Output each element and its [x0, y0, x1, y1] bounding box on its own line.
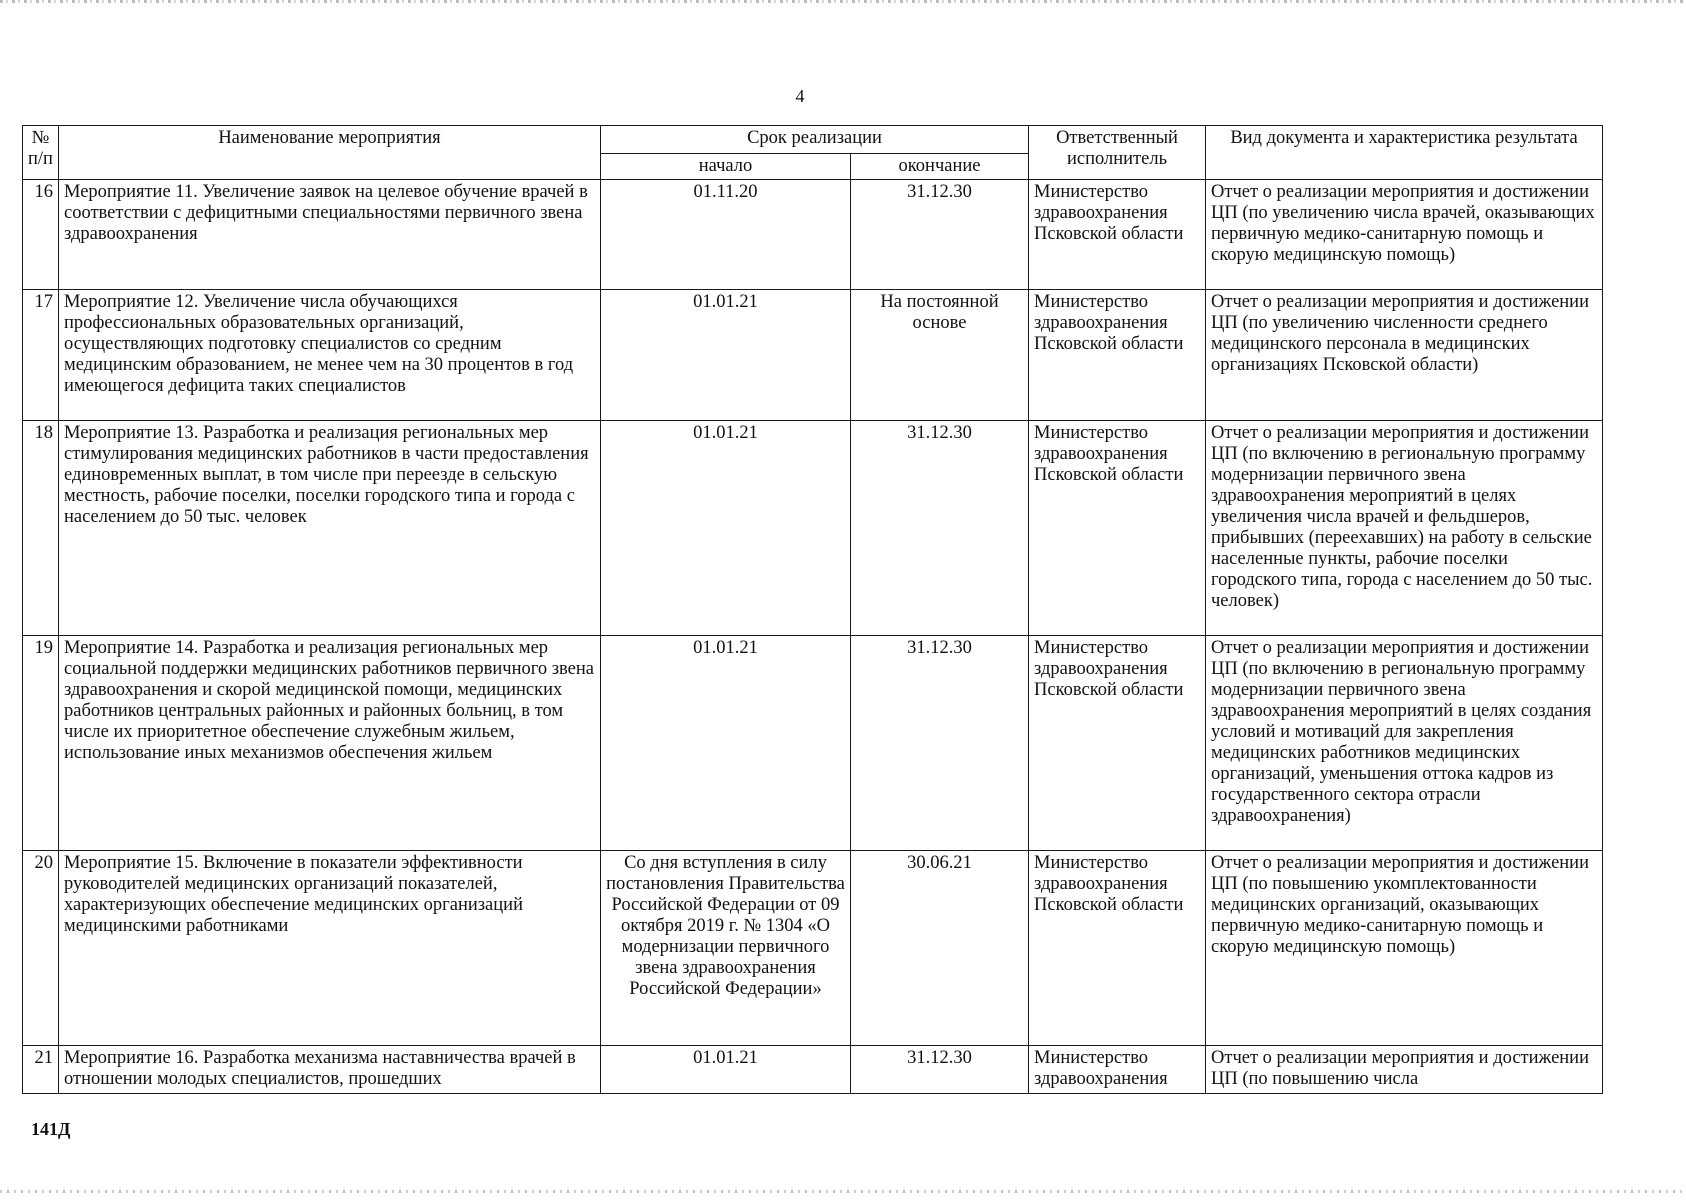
header-name: Наименование мероприятия [59, 126, 601, 180]
row-executor: Министерство здравоохранения Псковской области [1029, 636, 1206, 851]
document-code: 141Д [31, 1119, 71, 1139]
row-num: 21 [23, 1046, 59, 1094]
row-executor: Министерство здравоохранения [1029, 1046, 1206, 1094]
table-row [23, 421, 1603, 636]
row-start: 01.01.21 [601, 1046, 851, 1094]
table-row [23, 290, 1603, 421]
row-start: 01.01.21 [601, 290, 851, 421]
row-executor: Министерство здравоохранения Псковской области [1029, 421, 1206, 636]
header-num: № п/п [23, 126, 59, 180]
page-number: 4 [795, 86, 805, 106]
row-result: Отчет о реализации мероприятия и достижении ЦП (по увеличению численности среднего медицинского персонала в медицинских организациях Псковской области) [1206, 290, 1603, 421]
header-start: начало [601, 154, 851, 180]
row-end: 31.12.30 [851, 180, 1029, 290]
scan-top-edge [0, 0, 1686, 3]
row-start: 01.11.20 [601, 180, 851, 290]
row-result: Отчет о реализации мероприятия и достижении ЦП (по повышению числа [1206, 1046, 1603, 1094]
row-start: Со дня вступления в силу постановления Правительства Российской Федерации от 09 октября 2019 г. № 1304 «О модернизации первичного звена здравоохранения Российской Федерации» [601, 851, 851, 1046]
table-row [23, 851, 1603, 1046]
header-end: окончание [851, 154, 1029, 180]
table-row [23, 180, 1603, 290]
row-start: 01.01.21 [601, 636, 851, 851]
table-row [23, 1046, 1603, 1094]
row-name: Мероприятие 14. Разработка и реализация региональных мер социальной поддержки медицинских работников первичного звена здравоохранения и скорой медицинской помощи, медицинских работников центральных районных и районных больниц, в том числе их приоритетное обеспечение служебным жильем, использование иных механизмов обеспечения жильем [59, 636, 601, 851]
row-start: 01.01.21 [601, 421, 851, 636]
row-name: Мероприятие 15. Включение в показатели эффективности руководителей медицинских организаций показателей, характеризующих обеспечение медицинских организаций медицинскими работниками [59, 851, 601, 1046]
row-result: Отчет о реализации мероприятия и достижении ЦП (по повышению укомплектованности медицинских организаций, оказывающих первичную медико-санитарную помощь и скорую медицинскую помощь) [1206, 851, 1603, 1046]
header-period: Срок реализации [601, 126, 1029, 154]
row-name: Мероприятие 11. Увеличение заявок на целевое обучение врачей в соответствии с дефицитными специальностями первичного звена здравоохранения [59, 180, 601, 290]
row-result: Отчет о реализации мероприятия и достижении ЦП (по включению в региональную программу модернизации первичного звена здравоохранения мероприятий в целях увеличения числа врачей и фельдшеров, прибывших (переехавших) на работу в сельские населенные пункты, рабочие поселки городского типа, города с населением до 50 тыс. человек) [1206, 421, 1603, 636]
table-row [23, 636, 1603, 851]
row-end: 31.12.30 [851, 421, 1029, 636]
row-end: 30.06.21 [851, 851, 1029, 1046]
row-result: Отчет о реализации мероприятия и достижении ЦП (по увеличению числа врачей, оказывающих первичную медико-санитарную помощь и скорую медицинскую помощь) [1206, 180, 1603, 290]
row-executor: Министерство здравоохранения Псковской области [1029, 180, 1206, 290]
row-end: На постоянной основе [851, 290, 1029, 421]
row-end: 31.12.30 [851, 1046, 1029, 1094]
row-num: 17 [23, 290, 59, 421]
table-header [23, 126, 1603, 180]
row-num: 18 [23, 421, 59, 636]
row-name: Мероприятие 13. Разработка и реализация региональных мер стимулирования медицинских работников в части предоставления единовременных выплат, в том числе при переезде в сельскую местность, рабочие поселки, поселки городского типа и города с населением до 50 тыс. человек [59, 421, 601, 636]
header-executor: Ответственный исполнитель [1029, 126, 1206, 180]
header-result: Вид документа и характеристика результата [1206, 126, 1603, 180]
row-num: 20 [23, 851, 59, 1046]
row-end: 31.12.30 [851, 636, 1029, 851]
row-result: Отчет о реализации мероприятия и достижении ЦП (по включению в региональную программу модернизации первичного звена здравоохранения мероприятий в целях создания условий и мотиваций для закрепления медицинских работников медицинских организаций, уменьшения оттока кадров из государственного сектора отрасли здравоохранения) [1206, 636, 1603, 851]
row-name: Мероприятие 12. Увеличение числа обучающихся профессиональных образовательных организаций, осуществляющих подготовку специалистов со средним медицинским образованием, не менее чем на 30 процентов в год имеющегося дефицита таких специалистов [59, 290, 601, 421]
row-executor: Министерство здравоохранения Псковской области [1029, 851, 1206, 1046]
activities-table [22, 125, 1603, 1094]
scan-bottom-edge [0, 1190, 1686, 1193]
row-num: 19 [23, 636, 59, 851]
row-name: Мероприятие 16. Разработка механизма наставничества врачей в отношении молодых специалистов, прошедших [59, 1046, 601, 1094]
table-body [23, 180, 1603, 1094]
row-num: 16 [23, 180, 59, 290]
row-executor: Министерство здравоохранения Псковской области [1029, 290, 1206, 421]
